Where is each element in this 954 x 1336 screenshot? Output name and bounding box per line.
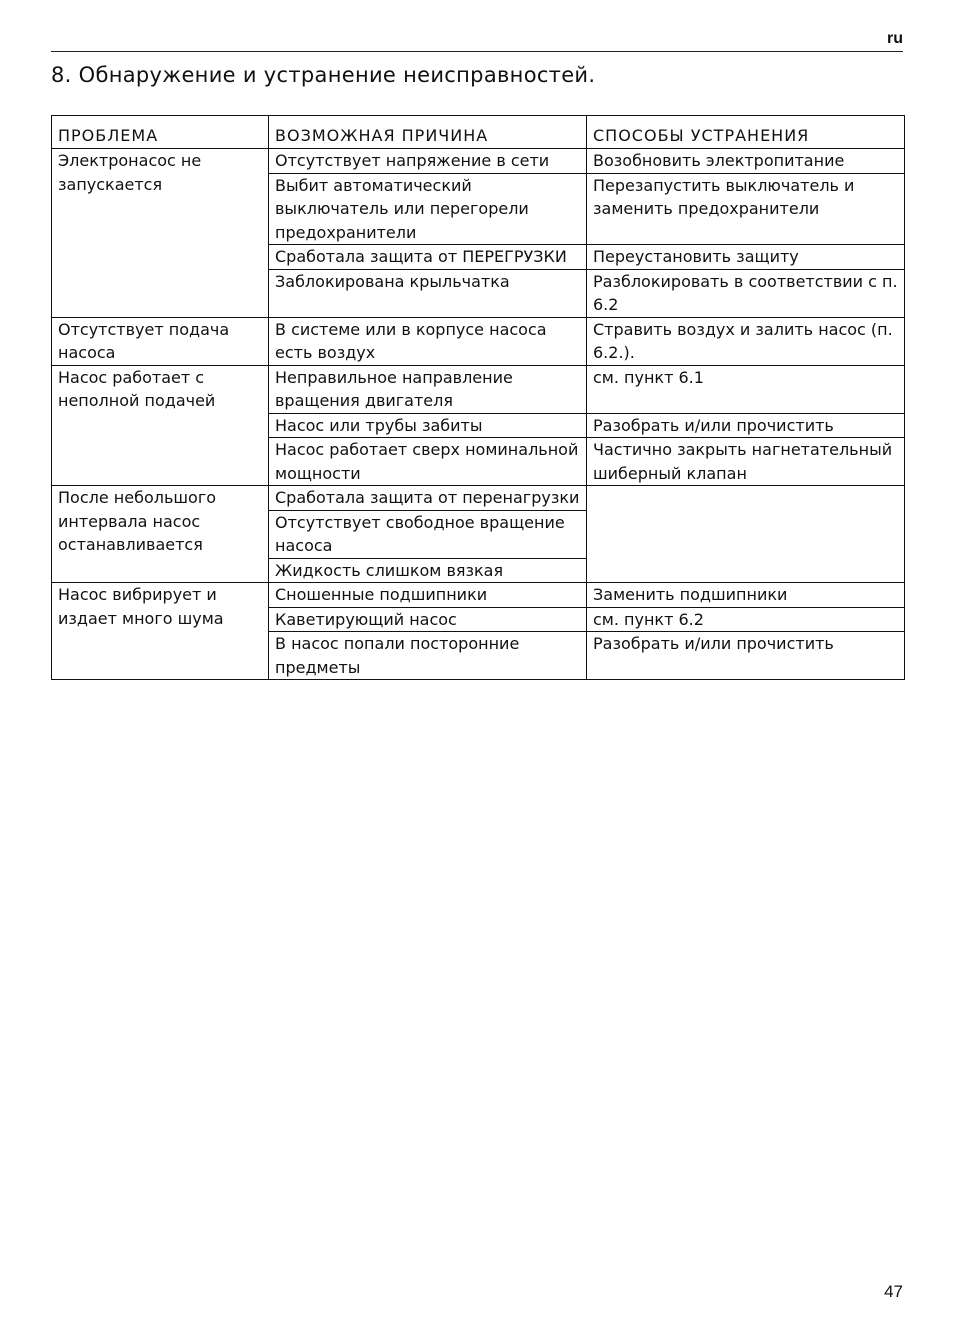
troubleshooting-table: [51, 115, 905, 680]
table-row: [52, 149, 905, 174]
fix-cell: Частично закрыть нагнетательный шиберный клапан: [587, 438, 905, 486]
table-row: [52, 317, 905, 365]
fix-cell: Возобновить электропитание: [587, 149, 905, 174]
cause-cell: Выбит автоматический выключатель или перегорели предохранители: [269, 173, 587, 245]
fix-cell: [587, 486, 905, 583]
fix-cell: Переустановить защиту: [587, 245, 905, 270]
section-title: 8. Обнаружение и устранение неисправностей.: [51, 63, 596, 87]
page-number: 47: [884, 1282, 903, 1301]
cause-cell: Неправильное направление вращения двигателя: [269, 365, 587, 413]
problem-cell: Насос работает с неполной подачей: [52, 365, 269, 486]
problem-cell: После небольшого интервала насос останавливается: [52, 486, 269, 583]
fix-cell: Разблокировать в соответствии с п. 6.2: [587, 269, 905, 317]
cause-cell: Сношенные подшипники: [269, 583, 587, 608]
header-rule: [51, 51, 903, 52]
header-fix: СПОСОБЫ УСТРАНЕНИЯ: [587, 116, 905, 149]
fix-cell: Разобрать и/или прочистить: [587, 632, 905, 680]
problem-cell: Отсутствует подача насоса: [52, 317, 269, 365]
cause-cell: Сработала защита от ПЕРЕГРУЗКИ: [269, 245, 587, 270]
cause-cell: Отсутствует напряжение в сети: [269, 149, 587, 174]
cause-cell: Отсутствует свободное вращение насоса: [269, 510, 587, 558]
table-header-row: [52, 116, 905, 149]
language-code: ru: [887, 30, 903, 47]
fix-cell: Перезапустить выключатель и заменить предохранители: [587, 173, 905, 245]
fix-cell: см. пункт 6.1: [587, 365, 905, 413]
fix-cell: Заменить подшипники: [587, 583, 905, 608]
table-row: [52, 486, 905, 511]
cause-cell: Насос работает сверх номинальной мощности: [269, 438, 587, 486]
cause-cell: Насос или трубы забиты: [269, 413, 587, 438]
cause-cell: В насос попали посторонние предметы: [269, 632, 587, 680]
cause-cell: Заблокирована крыльчатка: [269, 269, 587, 317]
header-problem: ПРОБЛЕМА: [52, 116, 269, 149]
cause-cell: В системе или в корпусе насоса есть воздух: [269, 317, 587, 365]
problem-cell: Электронасос не запускается: [52, 149, 269, 318]
problem-cell: Насос вибрирует и издает много шума: [52, 583, 269, 680]
cause-cell: Жидкость слишком вязкая: [269, 558, 587, 583]
table-row: [52, 365, 905, 413]
fix-cell: Стравить воздух и залить насос (п. 6.2.).: [587, 317, 905, 365]
header-cause: ВОЗМОЖНАЯ ПРИЧИНА: [269, 116, 587, 149]
cause-cell: Каветирующий насос: [269, 607, 587, 632]
fix-cell: см. пункт 6.2: [587, 607, 905, 632]
cause-cell: Сработала защита от перенагрузки: [269, 486, 587, 511]
fix-cell: Разобрать и/или прочистить: [587, 413, 905, 438]
table-row: [52, 583, 905, 608]
